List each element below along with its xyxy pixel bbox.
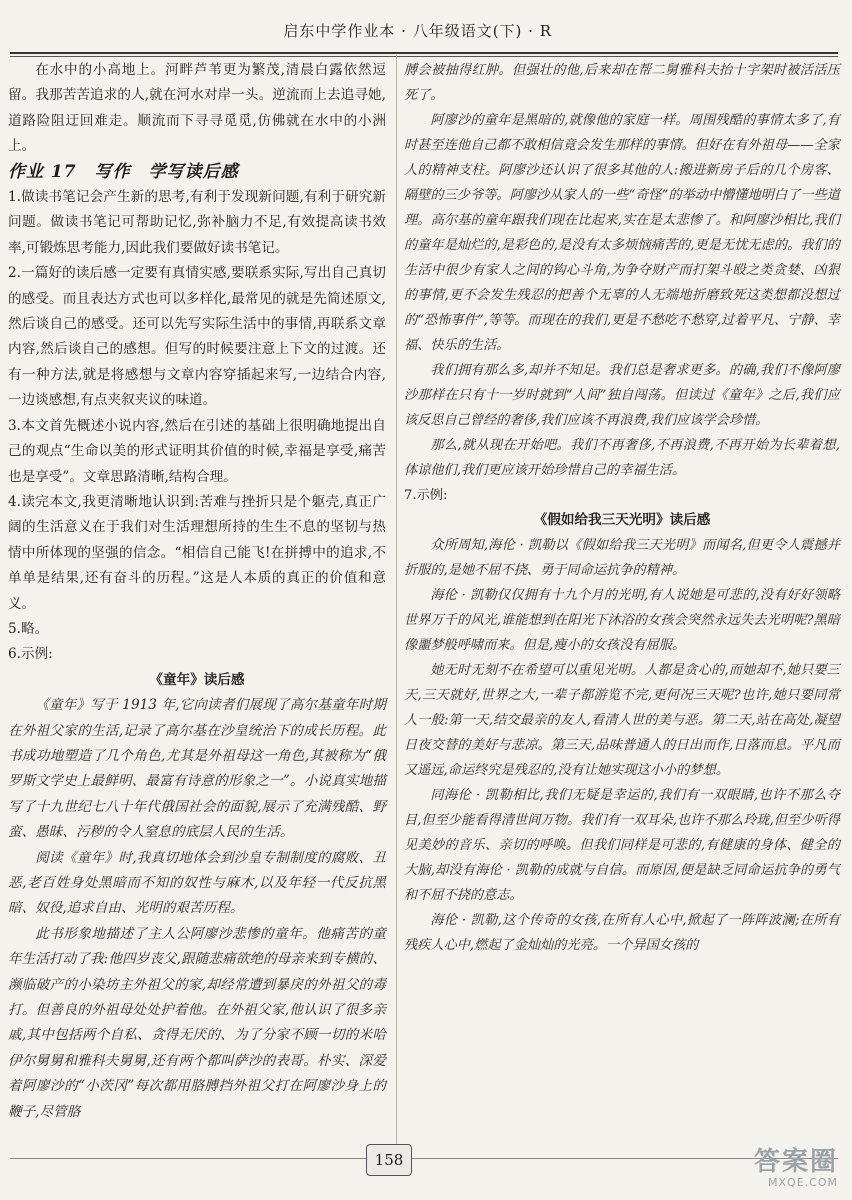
essay-paragraph: 膊会被抽得红肿。但强壮的他,后来却在帮二舅雅科夫抬十字架时被活活压死了。 [404,63,840,103]
essay-title: 《童年》读后感 [149,671,245,688]
answer-item-6 [8,642,386,667]
item-number: 1. [8,189,21,206]
essay-paragraph: 众所周知,海伦 · 凯勒以《假如给我三天光明》而闻名,但更令人震撼并折服的,是她不屈不挠、勇于同命运抗争的精神。 [404,538,840,578]
page-number: 158 [366,1144,412,1176]
item-number: 6. [8,646,21,663]
item-text: 示例: [20,646,53,663]
header-rule [10,52,838,54]
essay-paragraph: 此书形象地描述了主人公阿廖沙悲惨的童年。他痛苦的童年生活打动了我:他四岁丧父,跟随悲痛欲绝的母亲来到专横的、濒临破产的小染坊主外祖父的家,却经常遭到暴戾的外祖父的毒打。但善良的外祖母处处护着他。在外祖父家,他认识了很多亲戚,其中包括两个自私、贪得无厌的、为了分家不顾一切的米哈伊尔舅舅和雅科夫舅舅,还有两个都叫萨沙的表哥。朴实、深爱着阿廖沙的“小茨冈”每次都用胳膊挡外祖父打在阿廖沙身上的鞭子,尽管胳 [8,925,386,1120]
essay-paragraph: 阅读《童年》时,我真切地体会到沙皇专制制度的腐败、丑恶,老百姓身处黑暗而不知的奴性与麻木,以及年轻一代反抗黑暗、奴役,追求自由、光明的艰苦历程。 [8,849,386,917]
watermark-url: MXQE.COM [768,1176,838,1189]
item-text: 读完本文,我更清晰地认识到:苦难与挫折只是个躯壳,真正广阔的生活意义在于我们对生活理想所持的生生不息的坚韧与热情中所体现的坚强的信念。“相信自己能飞!在拼搏中的追求,不单单是结果,还有奋斗的历程。”这是人本质的真正的价值和意义。 [8,493,386,612]
item-text: 本文首先概述小说内容,然后在引述的基础上很明确地提出自己的观点“生命以美的形式证明其价值的时候,幸福是享受,痛苦也是享受”。文章思路清晰,结构合理。 [8,417,386,485]
header-title: 启东中学作业本 · 八年级语文(下) · R [283,22,552,40]
essay-paragraph: 同海伦 · 凯勒相比,我们无疑是幸运的,我们有一双眼睛,也许不那么夺目,但至少能看得清世间万物。我们有一双耳朵,也许不那么玲珑,但至少听得见美妙的音乐、亲切的呼唤。但我们同样是可悲的,有健康的身体、健全的大脑,却没有海伦 · 凯勒的成就与自信。而原因,便是缺乏同命运抗争的勇气和不屈不挠的意志。 [404,788,840,903]
header-rule-thin [10,56,838,57]
right-column [404,58,840,958]
essay-paragraph: 那么,就从现在开始吧。我们不再奢侈,不再浪费,不再开始为长辈着想,体谅他们,我们更应该开始珍惜自己的幸福生活。 [404,438,840,478]
intro-paragraph: 在水中的小高地上。河畔芦苇更为繁茂,清晨白露依然逗留。我那苦苦追求的人,就在河水对岸一头。逆流而上去追寻她,道路险阻迂回难走。顺流而下寻寻觅觅,仿佛就在水中的小洲上。 [8,62,386,155]
item-text: 一篇好的读后感一定要有真情实感,要联系实际,写出自己真切的感受。而且表达方式也可以多样化,最常见的就是先简述原文,然后谈自己的感受。还可以先写实际生活中的事情,再联系文章内容,然后谈自己的感想。但写的时候要注意上下文的过渡。还有一种方法,就是将感想与文章内容穿插起来写,一边结合内容,一边谈感想,有点夹叙夹议的味道。 [8,265,386,409]
watermark-logo [678,1148,838,1192]
item-number: 3. [8,417,21,434]
essay-paragraph: 阿廖沙的童年是黑暗的,就像他的家庭一样。周围残酷的事情太多了,有时甚至连他自己都不敢相信竟会发生那样的事情。但好在有外祖母——全家人的精神支柱。阿廖沙还认识了很多其他的人:搬进新房子后的几个房客、隔壁的三少爷等。阿廖沙从家人的一些“奇怪”的举动中懵懂地明白了一些道理。高尔基的童年跟我们现在比起来,实在是太悲惨了。和阿廖沙相比,我们的童年是灿烂的,是彩色的,是没有太多烦恼痛苦的,更是无忧无虑的。我们的生活中很少有家人之间的钩心斗角,为争夺财产而打架斗殴之类贪婪、凶狠的事情,更不会发生残忍的把善个无辜的人无端地折磨致死这类想都没想过的“恐怖事件”,等等。而现在的我们,更是不愁吃不愁穿,过着平凡、宁静、幸福、快乐的生活。 [404,113,840,353]
answer-item-4 [8,490,386,617]
essay-paragraph: 海伦 · 凯勒,这个传奇的女孩,在所有人心中,掀起了一阵阵波澜;在所有残疾人心中,燃起了金灿灿的光亮。一个异国女孩的 [404,913,840,953]
left-column [8,58,386,1125]
item-number: 4. [8,493,21,510]
essay-paragraph: 海伦 · 凯勒仅仅拥有十九个月的光明,有人说她是可悲的,没有好好领略世界万千的风光,谁能想到在阳光下沐浴的女孩会突然永远失去光明呢?黑暗像噩梦般呼啸而来。但是,瘦小的女孩没有屈服。 [404,588,840,653]
answer-item-2 [8,261,386,413]
answer-item-5 [8,617,386,642]
page-header [0,8,852,48]
answer-item-3 [8,414,386,490]
item-text: 做读书笔记会产生新的思考,有利于发现新问题,有利于研究新问题。做读书笔记可帮助记忆,弥补脑力不足,有效提高读书效率,可锻炼思考能力,因此我们要做好读书笔记。 [8,189,386,256]
watermark-text: 答案圈 [753,1147,838,1177]
answer-item-1 [8,185,386,261]
essay-paragraph: 我们拥有那么多,却并不知足。我们总是奢求更多。的确,我们不像阿廖沙那样在只有十一岁时就到“人间”独自闯荡。但读过《童年》之后,我们应该反思自己曾经的奢侈,我们应该不再浪费,我们应该学会珍惜。 [404,363,840,428]
item-number: 2. [8,265,21,282]
essay-paragraph: 《童年》写于 1913 年,它向读者们展现了高尔基童年时期在外祖父家的生活,记录了高尔基在沙皇统治下的成长历程。此书成功地塑造了几个角色,尤其是外祖母这一角色,其被称为“俄罗斯文学史上最鲜明、最富有诗意的形象之一”。小说真实地描写了十九世纪七八十年代俄国社会的面貌,展示了充满残酷、野蛮、愚昧、污秽的令人窒息的底层人民的生活。 [8,697,386,841]
item-text: 略。 [20,620,49,637]
essay-title: 《假如给我三天光明》读后感 [533,512,711,528]
answer-item-7: 7.示例: [404,488,448,503]
item-number: 5. [8,620,21,637]
column-divider [396,55,397,1150]
essay-paragraph: 她无时无刻不在希望可以重见光明。人都是贪心的,而她却不,她只要三天,三天就好,世界之大,一辈子都游览不完,更何况三天呢?也许,她只要同常人一般:第一天,结交最亲的友人,看清人世的美与恶。第二天,站在高处,凝望日夜交替的美好与悲凉。第三天,品味普通人的日出而作,日落而息。平凡而又遥远,命运终究是残忍的,没有让她实现这小小的梦想。 [404,663,840,778]
section-heading: 作业 17 写作 学写读后感 [8,161,239,182]
